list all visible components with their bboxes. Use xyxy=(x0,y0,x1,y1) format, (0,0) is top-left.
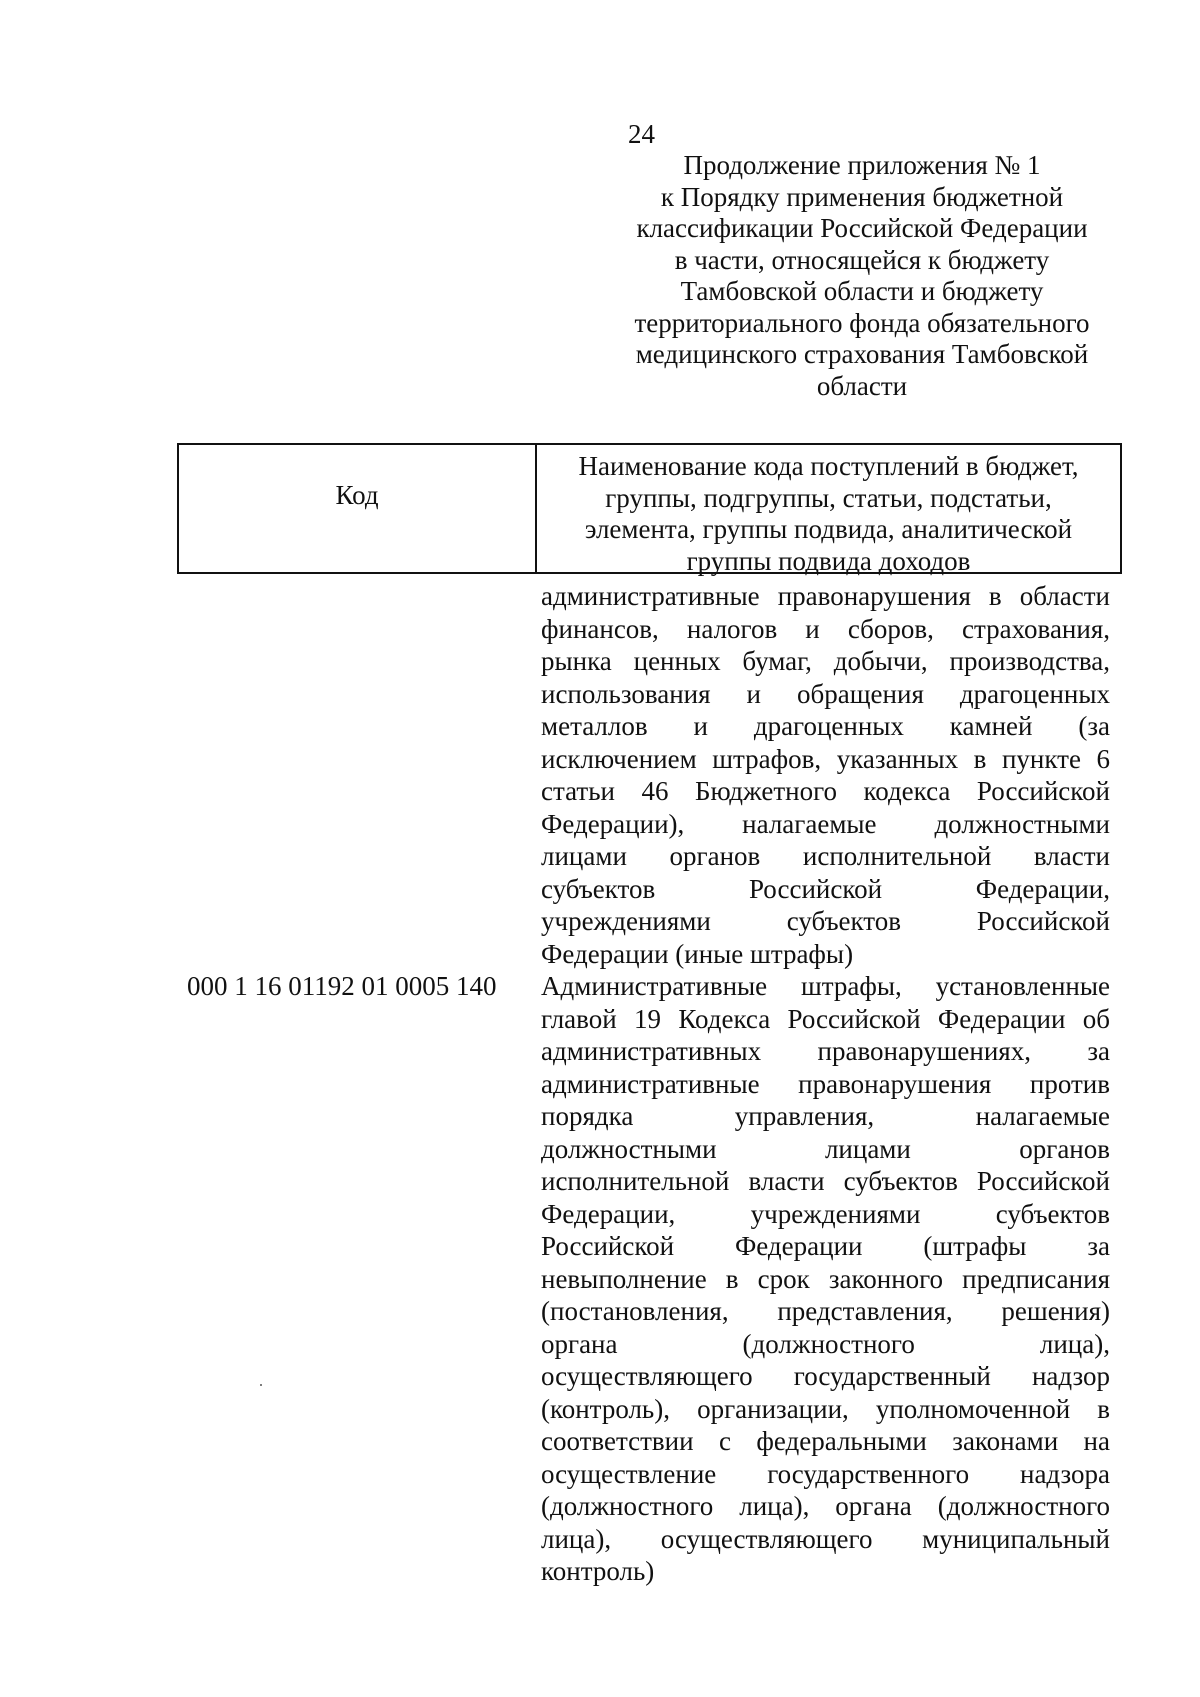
text-line: (должностного лица), органа (должностного xyxy=(541,1491,1110,1521)
column-header-name-line: группы подвида доходов xyxy=(686,545,971,576)
text-line: субъектов Российской Федерации, xyxy=(541,873,1110,904)
text-line: рынка ценных бумаг, добычи, производства, xyxy=(541,646,1110,676)
appendix-header-line: Продолжение приложения № 1 xyxy=(683,150,1041,180)
appendix-header-line: территориального фонда обязательного xyxy=(634,307,1090,338)
text-line: исключением штрафов, указанных в пункте 6 xyxy=(541,743,1110,774)
text-line: Российской Федерации (штрафы за xyxy=(541,1231,1110,1261)
appendix-header-line: к Порядку применения бюджетной xyxy=(660,181,1064,212)
text-line: должностными лицами органов xyxy=(541,1133,1110,1164)
column-header-name-line: Наименование кода поступлений в бюджет, xyxy=(578,451,1079,481)
column-header-name-line: группы, подгруппы, статьи, подстатьи, xyxy=(605,482,1052,513)
appendix-header-line: медицинского страхования Тамбовской xyxy=(635,339,1089,369)
text-line: контроль) xyxy=(541,1556,655,1586)
text-line: финансов, налогов и сборов, страхования, xyxy=(541,613,1110,644)
column-header-code: Код xyxy=(335,480,379,510)
text-line: административных правонарушениях, за xyxy=(541,1036,1110,1066)
appendix-header-line: Тамбовской области и бюджету xyxy=(680,276,1044,306)
table-row-text xyxy=(541,970,1110,1588)
column-header-name xyxy=(537,451,1120,577)
text-line: (постановления, представления, решения) xyxy=(541,1296,1110,1326)
text-line: Административные штрафы, установленные xyxy=(541,971,1110,1001)
text-line: статьи 46 Бюджетного кодекса Российской xyxy=(541,776,1110,806)
text-line: невыполнение в срок законного предписания xyxy=(541,1263,1110,1294)
column-header-name-line: элемента, группы подвида, аналитической xyxy=(584,514,1073,544)
text-line: Федерации, учреждениями субъектов xyxy=(541,1198,1110,1229)
appendix-header-line: классификации Российской Федерации xyxy=(636,213,1088,243)
text-line: учреждениями субъектов Российской xyxy=(541,906,1110,936)
text-line: (контроль), организации, уполномоченной в xyxy=(541,1393,1110,1424)
appendix-header-line: области xyxy=(816,370,908,401)
text-line: главой 19 Кодекса Российской Федерации об xyxy=(541,1003,1110,1034)
text-line: лица), осуществляющего муниципальный xyxy=(541,1523,1110,1554)
text-line: использования и обращения драгоценных xyxy=(541,678,1110,709)
text-line: Федерации (иные штрафы) xyxy=(541,938,854,969)
text-line: административные правонарушения в области xyxy=(541,581,1110,611)
text-line: исполнительной власти субъектов Российской xyxy=(541,1166,1110,1196)
text-line: металлов и драгоценных камней (за xyxy=(541,711,1110,741)
table-header xyxy=(177,443,1122,574)
appendix-header-line: в части, относящейся к бюджету xyxy=(674,244,1050,275)
text-line: осуществляющего государственный надзор xyxy=(541,1361,1110,1391)
text-line: органа (должностного лица), xyxy=(541,1328,1110,1359)
page-number: 24 xyxy=(628,119,655,149)
text-line: административные правонарушения против xyxy=(541,1068,1110,1099)
appendix-header xyxy=(612,150,1112,402)
text-line: порядка управления, налагаемые xyxy=(541,1101,1110,1131)
text-line: лицами органов исполнительной власти xyxy=(541,841,1110,871)
text-line: осуществление государственного надзора xyxy=(541,1458,1110,1489)
text-line: Федерации), налагаемые должностными xyxy=(541,808,1110,839)
table-row-code: 000 1 16 01192 01 0005 140 xyxy=(187,971,497,1001)
table-row-continuation-text xyxy=(541,580,1110,970)
scan-speck xyxy=(260,1384,262,1386)
text-line: соответствии с федеральными законами на xyxy=(541,1426,1110,1456)
